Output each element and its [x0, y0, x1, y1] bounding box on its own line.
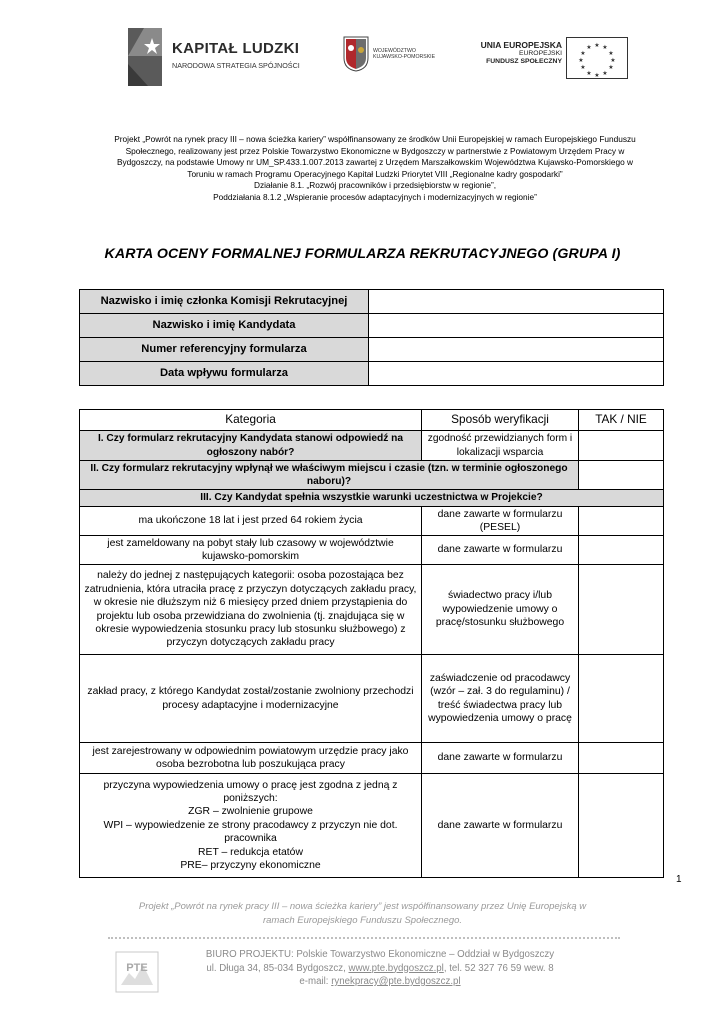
- intro-line: Toruniu w ramach Programu Operacyjnego Kapitał Ludzki Priorytet VIII „Regionalne kadry gospodarki”: [187, 168, 563, 179]
- website-link[interactable]: www.pte.bydgoszcz.pl: [348, 962, 444, 974]
- info-value-field[interactable]: [369, 338, 664, 362]
- table-row: [80, 338, 664, 362]
- info-value-field[interactable]: [369, 290, 664, 314]
- section-3-category: III. Czy Kandydat spełnia wszystkie warunki uczestnictwa w Projekcie?: [80, 490, 664, 507]
- pte-logo-icon: [115, 951, 159, 993]
- reason-pre: PRE– przyczyny ekonomiczne: [180, 860, 321, 872]
- svg-text:★: ★: [608, 51, 614, 57]
- table-row: [80, 290, 664, 314]
- yes-no-cell[interactable]: [579, 655, 664, 743]
- table-row: [80, 362, 664, 386]
- svg-text:★: ★: [594, 43, 600, 49]
- table-header-row: [80, 410, 664, 431]
- table-row: [80, 565, 664, 655]
- yes-no-cell[interactable]: [579, 774, 664, 878]
- svg-text:★: ★: [580, 51, 586, 57]
- criterion-category: ma ukończone 18 lat i jest przed 64 rokiem życia: [80, 507, 422, 536]
- svg-text:★: ★: [586, 45, 592, 51]
- eu-text: [470, 41, 562, 67]
- reason-ret: RET – redukcja etatów: [198, 846, 303, 858]
- svg-text:★: ★: [580, 65, 586, 71]
- yes-no-cell[interactable]: [579, 536, 664, 565]
- yes-no-cell[interactable]: [579, 743, 664, 774]
- svg-text:★: ★: [602, 45, 608, 51]
- header-yes-no: TAK / NIE: [579, 410, 664, 431]
- criterion-verification: świadectwo pracy i/lub wypowiedzenie umowy o pracę/stosunku służbowego: [422, 565, 579, 655]
- info-label: Numer referencyjny formularza: [80, 338, 369, 362]
- eu-line2: EUROPEJSKI: [518, 49, 562, 57]
- email-label: e-mail:: [299, 976, 329, 987]
- header-verification: Sposób weryfikacji: [422, 410, 579, 431]
- pte-logo-text: PTE: [126, 962, 148, 974]
- table-row: [80, 431, 664, 461]
- email-line: [170, 975, 590, 989]
- yes-no-cell[interactable]: [579, 431, 664, 461]
- table-row: [80, 507, 664, 536]
- criterion-verification: dane zawarte w formularzu: [422, 743, 579, 774]
- info-value-field[interactable]: [369, 362, 664, 386]
- info-value-field[interactable]: [369, 314, 664, 338]
- eu-logo: [470, 37, 630, 89]
- svg-text:★: ★: [608, 65, 614, 71]
- kapital-ludzki-subtitle: NARODOWA STRATEGIA SPÓJNOŚCI: [172, 61, 300, 70]
- document-title: KARTA OCENY FORMALNEJ FORMULARZA REKRUTACYJNEGO (GRUPA I): [104, 246, 621, 262]
- kapital-ludzki-logo: [122, 26, 327, 90]
- criterion-category: należy do jednej z następujących kategorii: osoba pozostająca bez zatrudnienia, która utraciła pracę z przyczyn dotyczących zakładu pracy, w okresie nie dłuższym niż 6 miesięcy przed dniem przystąpienia do projektu lub osoba przewidziana do zwolnienia (tj. znajdująca się w okresie wypowiedzenia stosunku pracy lub stosunku służbowego) z przyczyn dotyczących zakładu pracy: [80, 565, 422, 655]
- table-row: [80, 461, 664, 490]
- wojewodztwo-line1: WOJEWÓDZTWO: [373, 48, 416, 54]
- table-row: [80, 655, 664, 743]
- svg-text:★: ★: [578, 58, 584, 64]
- wojewodztwo-text: [373, 48, 435, 60]
- footer-note-line1: Projekt „Powrót na rynek pracy III – nowa ścieżka kariery” jest współfinansowany przez Unię Europejską w: [138, 901, 587, 912]
- criterion-verification: zaświadczenie od pracodawcy (wzór – zał. 3 do regulaminu) / treść świadectwa pracy lub wypowiedzenia umowy o pracę: [422, 655, 579, 743]
- criterion-category: jest zameldowany na pobyt stały lub czasowy w województwie kujawsko-pomorskim: [80, 536, 422, 565]
- table-row: [80, 490, 664, 507]
- eu-flag-icon: [566, 37, 628, 79]
- info-label: Data wpływu formularza: [80, 362, 369, 386]
- table-row: [80, 536, 664, 565]
- intro-line: Społecznego, realizowany jest przez Polskie Towarzystwo Ekonomiczne w Bydgoszczy w partnerstwie z Powiatowym Urzędem Pracy w: [125, 145, 625, 156]
- project-intro: [85, 134, 665, 204]
- coat-of-arms-icon: [343, 36, 369, 72]
- reason-intro: przyczyna wypowiedzenia umowy o pracę jest zgodna z jedną z poniższych:: [103, 779, 398, 804]
- page-number: 1: [676, 874, 682, 885]
- eu-line1: UNIA EUROPEJSKA: [480, 40, 562, 50]
- yes-no-cell[interactable]: [579, 507, 664, 536]
- criterion-category: zakład pracy, z którego Kandydat został/zostanie zwolniony przechodzi procesy adaptacyjne i modernizacyjne: [80, 655, 422, 743]
- email-link[interactable]: rynekpracy@pte.bydgoszcz.pl: [331, 976, 461, 987]
- section-1-verification: zgodność przewidzianych form i lokalizacji wsparcia: [422, 431, 579, 461]
- criterion-verification: dane zawarte w formularzu (PESEL): [422, 507, 579, 536]
- criterion-verification: dane zawarte w formularzu: [422, 774, 579, 878]
- criterion-verification: dane zawarte w formularzu: [422, 536, 579, 565]
- svg-text:★: ★: [602, 71, 608, 77]
- section-1-category: I. Czy formularz rekrutacyjny Kandydata stanowi odpowiedź na ogłoszony nabór?: [80, 431, 422, 461]
- eu-line3: FUNDUSZ SPOŁECZNY: [486, 58, 562, 65]
- wojewodztwo-logo: [343, 36, 463, 76]
- project-office: BIURO PROJEKTU: Polskie Towarzystwo Ekonomiczne – Oddział w Bydgoszczy: [205, 949, 555, 960]
- section-2-category: II. Czy formularz rekrutacyjny wpłynął we właściwym miejscu i czasie (tzn. w terminie ogłoszonego naboru)?: [80, 461, 579, 490]
- info-label: Nazwisko i imię członka Komisji Rekrutacyjnej: [80, 290, 369, 314]
- intro-line: Bydgoszczy, na podstawie Umowy nr UM_SP.433.1.007.2013 zawartej z Urzędem Marszałkowskim Województwa Kujawsko-Pomorskiego w: [116, 157, 633, 168]
- yes-no-cell[interactable]: [579, 461, 664, 490]
- svg-text:★: ★: [610, 58, 616, 64]
- svg-text:★: ★: [586, 71, 592, 77]
- table-row: [80, 743, 664, 774]
- address-text: ul. Długa 34, 85-034 Bydgoszcz,: [206, 962, 346, 974]
- svg-text:★: ★: [594, 73, 600, 79]
- footer-note: [0, 900, 725, 928]
- wojewodztwo-line2: KUJAWSKO-POMORSKIE: [373, 54, 436, 60]
- phone-text: , tel. 52 327 76 59 wew. 8: [443, 962, 554, 974]
- criterion-category: jest zarejestrowany w odpowiednim powiatowym urzędzie pracy jako osoba bezrobotna lub poszukująca pracy: [80, 743, 422, 774]
- table-row: [80, 774, 664, 878]
- info-label: Nazwisko i imię Kandydata: [80, 314, 369, 338]
- footer-note-line2: ramach Europejskiego Funduszu Społecznego.: [262, 915, 463, 926]
- info-table: [79, 289, 664, 386]
- kapital-ludzki-title: KAPITAŁ LUDZKI: [172, 40, 300, 57]
- header-category: Kategoria: [80, 410, 422, 431]
- criteria-table: [79, 409, 664, 878]
- footer-address: [170, 948, 590, 989]
- reason-category: [80, 774, 422, 878]
- yes-no-cell[interactable]: [579, 565, 664, 655]
- intro-line: Działanie 8.1. „Rozwój pracowników i przedsiębiorstw w regionie”,: [253, 180, 497, 191]
- reason-zgr: ZGR – zwolnienie grupowe: [188, 806, 313, 818]
- header-logos: [0, 0, 725, 110]
- kapital-ludzki-mark-icon: [122, 26, 166, 88]
- intro-line: Poddziałania 8.1.2 „Wspieranie procesów adaptacyjnych i modernizacyjnych w regionie”: [213, 191, 537, 202]
- intro-line: Projekt „Powrót na rynek pracy III – nowa ścieżka kariery” współfinansowany ze środków Unii Europejskiej w ramach Europejskiego Funduszu: [114, 134, 636, 144]
- address-line: [170, 962, 590, 976]
- footer-divider: [108, 937, 620, 939]
- reason-wpi: WPI – wypowiedzenie ze strony pracodawcy z przyczyn nie dot. pracownika: [103, 819, 398, 845]
- table-row: [80, 314, 664, 338]
